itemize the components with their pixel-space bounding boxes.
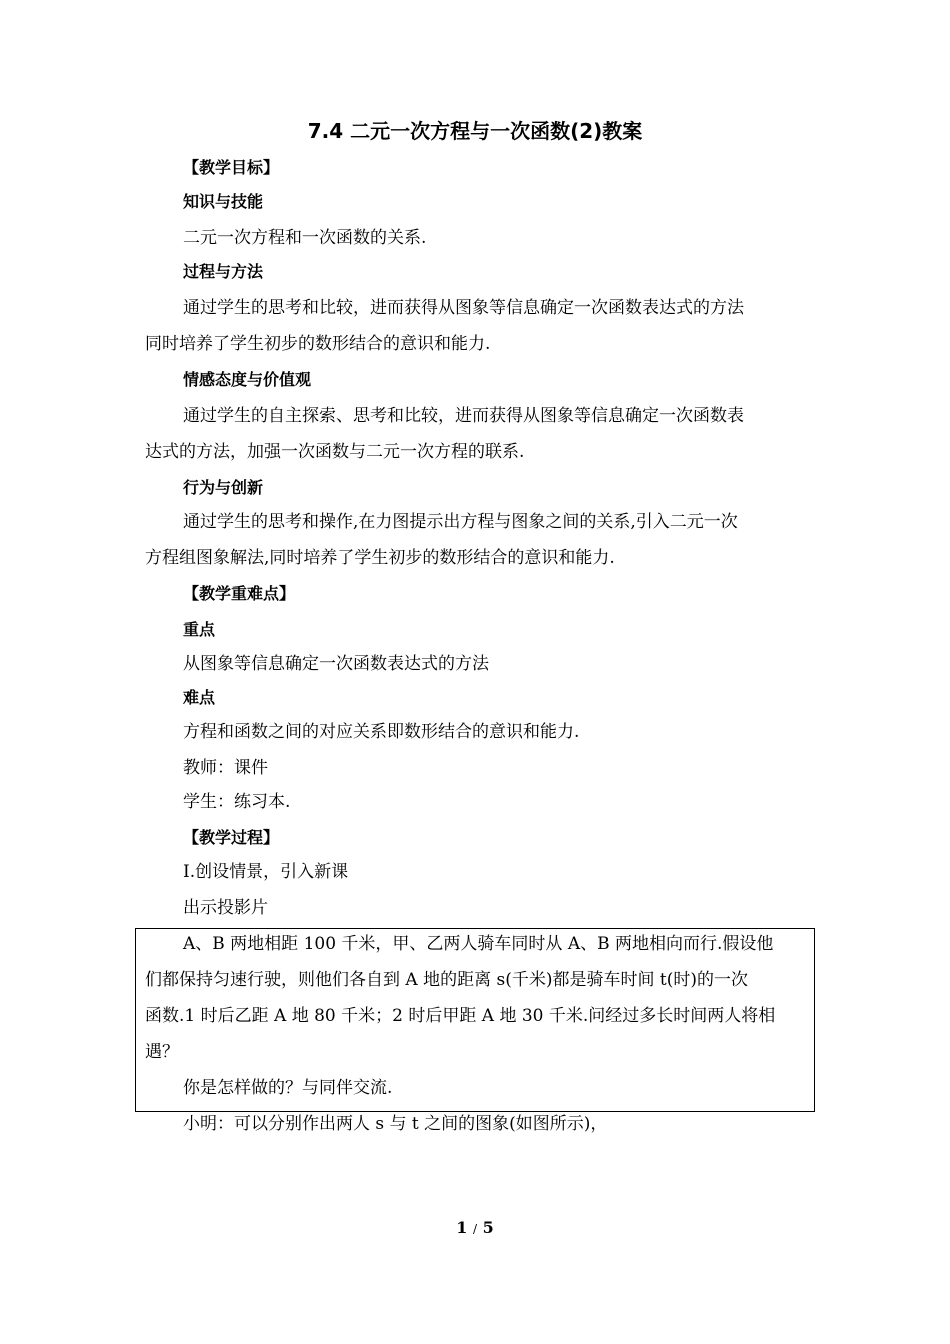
behavior-text-line1: 通过学生的思考和操作,在力图提示出方程与图象之间的关系,引入二元一次 bbox=[183, 512, 738, 532]
document-title: 7.4 二元一次方程与一次函数(2)教案 bbox=[307, 119, 643, 143]
knowledge-text: 二元一次方程和一次函数的关系. bbox=[183, 228, 427, 248]
step1-text: Ⅰ.创设情景，引入新课 bbox=[183, 862, 349, 882]
key-text: 从图象等信息确定一次函数表达式的方法 bbox=[183, 654, 489, 674]
keypoints-heading: 【教学重难点】 bbox=[183, 584, 296, 603]
emotion-text-line1: 通过学生的自主探索、思考和比较，进而获得从图象等信息确定一次函数表 bbox=[183, 406, 744, 426]
difficult-heading: 难点 bbox=[183, 688, 216, 707]
key-heading: 重点 bbox=[183, 620, 216, 639]
student-text: 学生：练习本. bbox=[183, 792, 291, 812]
emotion-text-line2: 达式的方法，加强一次函数与二元一次方程的联系. bbox=[145, 442, 525, 462]
box-text-line5: 你是怎样做的？与同伴交流. bbox=[183, 1078, 393, 1098]
objectives-heading: 【教学目标】 bbox=[183, 158, 280, 177]
box-text-line3: 函数.1 时后乙距 A 地 80 千米；2 时后甲距 A 地 30 千米.问经过多长时间两人将相 bbox=[145, 1006, 776, 1026]
page-total: 5 bbox=[482, 1218, 494, 1237]
process-text-line2: 同时培养了学生初步的数形结合的意识和能力. bbox=[145, 334, 491, 354]
box-text-line1: A、B 两地相距 100 千米，甲、乙两人骑车同时从 A、B 两地相向而行.假设他 bbox=[183, 934, 774, 954]
behavior-heading: 行为与创新 bbox=[183, 478, 264, 497]
behavior-text-line2: 方程组图象解法,同时培养了学生初步的数形结合的意识和能力. bbox=[145, 548, 615, 568]
emotion-heading: 情感态度与价值观 bbox=[183, 370, 312, 389]
page-number bbox=[0, 1218, 950, 1237]
difficult-text: 方程和函数之间的对应关系即数形结合的意识和能力. bbox=[183, 722, 580, 742]
page-separator: / bbox=[472, 1222, 478, 1236]
box-text-line4: 遇？ bbox=[145, 1042, 179, 1062]
xiaoming-text: 小明：可以分别作出两人 s 与 t 之间的图象(如图所示)， bbox=[183, 1114, 608, 1134]
teacher-text: 教师：课件 bbox=[183, 758, 268, 778]
knowledge-heading: 知识与技能 bbox=[183, 192, 264, 211]
projection-text: 出示投影片 bbox=[183, 898, 268, 918]
page-current: 1 bbox=[456, 1218, 468, 1237]
box-text-line2: 们都保持匀速行驶，则他们各自到 A 地的距离 s(千米)都是骑车时间 t(时)的一次 bbox=[145, 970, 748, 990]
process-text-line1: 通过学生的思考和比较，进而获得从图象等信息确定一次函数表达式的方法 bbox=[183, 298, 744, 318]
process-heading: 过程与方法 bbox=[183, 262, 264, 281]
process-main-heading: 【教学过程】 bbox=[183, 828, 280, 847]
